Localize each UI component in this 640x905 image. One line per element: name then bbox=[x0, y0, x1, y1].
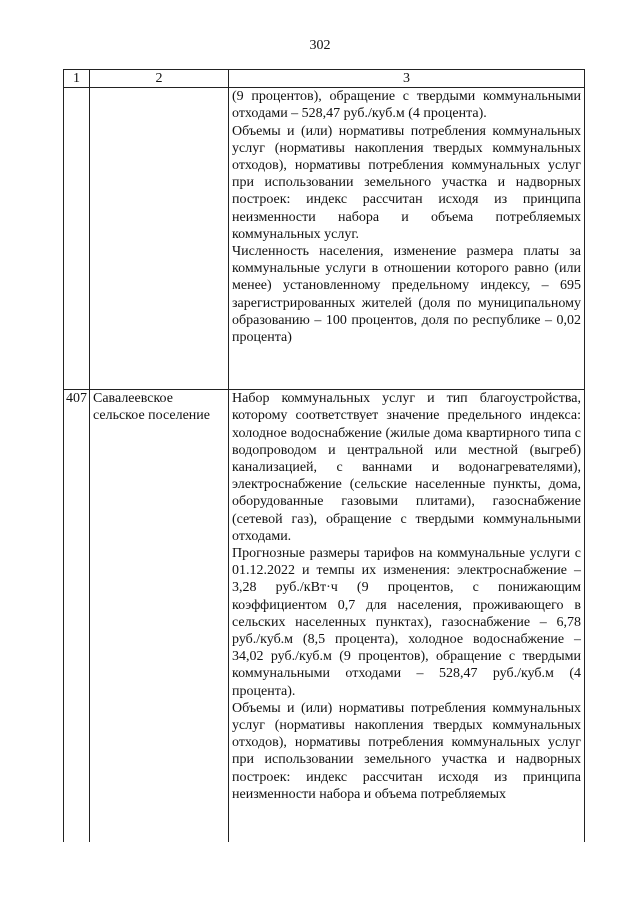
table-header-row bbox=[64, 70, 585, 88]
row-content bbox=[229, 88, 585, 390]
paragraph: Объемы и (или) нормативы потребления коммунальных услуг (нормативы накопления твердых коммунальных отходов), нормативы потребления коммунальных услуг при использовании земельного участка и надворных построек: индекс рассчитан исходя из принципа неизменности набора и объема потребляемых коммунальных услуг. bbox=[232, 123, 581, 242]
document-table bbox=[63, 69, 585, 842]
column-header: 3 bbox=[229, 70, 585, 88]
paragraph: Численность населения, изменение размера платы за коммунальные услуги в отношении которого равно (или менее) установленному предельному индексу, – 695 зарегистрированных жителей (доля по муниципальному образованию – 100 процентов, доля по республике – 0,02 процента) bbox=[232, 244, 581, 346]
paragraph: Прогнозные размеры тарифов на коммунальные услуги с 01.12.2022 и темпы их изменения: электроснабжение – 3,28 руб./кВт·ч (9 процентов, с понижающим коэффициентом 0,7 для населения, проживающего в сельских населенных пунктах), газоснабжение – 6,78 руб./куб.м (8,5 процента), холодное водоснабжение – 34,02 руб./куб.м (9 процентов), обращение с твердыми коммунальными отходами – 528,47 руб./куб.м (4 процента). bbox=[232, 546, 581, 699]
row-number bbox=[64, 88, 90, 390]
page-number: 302 bbox=[309, 38, 331, 53]
paragraph: Набор коммунальных услуг и тип благоустройства, которому соответствует значение предельного индекса: холодное водоснабжение (жилые дома квартирного типа с водопроводом и центральной или местной (выгреб) канализацией, с ваннами и водонагревателями), электроснабжение (сельские населенные пункты, дома, оборудованные газовыми плитами), газоснабжение (сетевой газ), обращение с твердыми коммунальными отходами. bbox=[232, 391, 581, 544]
table-row bbox=[64, 390, 585, 843]
table-row bbox=[64, 88, 585, 390]
municipality-name: Савалеевское сельское поселение bbox=[90, 390, 229, 843]
row-content bbox=[229, 390, 585, 843]
row-number: 407 bbox=[64, 390, 90, 843]
municipality-name bbox=[90, 88, 229, 390]
paragraph: Объемы и (или) нормативы потребления коммунальных услуг (нормативы накопления твердых коммунальных отходов), нормативы потребления коммунальных услуг при использовании земельного участка и надворных построек: индекс рассчитан исходя из принципа неизменности набора и объема потребляемых bbox=[232, 700, 581, 802]
column-header: 1 bbox=[64, 70, 90, 88]
paragraph: (9 процентов), обращение с твердыми коммунальными отходами – 528,47 руб./куб.м (4 процента). bbox=[232, 89, 581, 122]
column-header: 2 bbox=[90, 70, 229, 88]
